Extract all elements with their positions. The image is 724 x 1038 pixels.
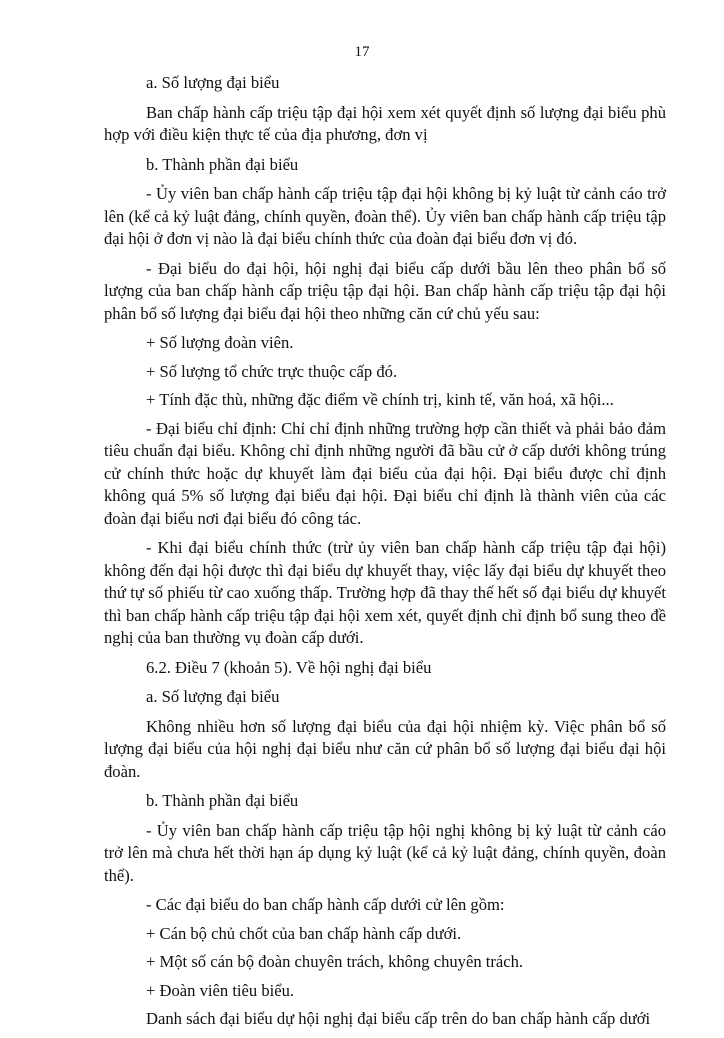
paragraph: Không nhiều hơn số lượng đại biểu của đại hội nhiệm kỳ. Việc phân bổ số lượng đại biểu của hội nghị đại biểu như căn cứ phân bổ số lượng đại biểu đại hội đoàn. [104, 716, 666, 781]
page-number: 17 [354, 44, 370, 60]
paragraph: - Đại biểu do đại hội, hội nghị đại biểu cấp dưới bầu lên theo phân bổ số lượng của ban chấp hành cấp triệu tập đại hội. Ban chấp hành cấp triệu tập đại hội phân bổ số lượng đại biểu đại hội theo những căn cứ chủ yếu sau: [104, 258, 666, 323]
heading-b-composition: b. Thành phần đại biểu [146, 791, 299, 810]
section-heading-6-2: 6.2. Điều 7 (khoản 5). Về hội nghị đại biểu [146, 657, 432, 677]
paragraph: - Các đại biểu do ban chấp hành cấp dưới cử lên gồm: [146, 895, 505, 914]
list-item: + Số lượng tổ chức trực thuộc cấp đó. [146, 361, 398, 381]
paragraph: Danh sách đại biểu dự hội nghị đại biểu cấp trên do ban chấp hành cấp dưới [146, 1009, 651, 1028]
paragraph: - Đại biểu chỉ định: Chỉ chỉ định những trường hợp cần thiết và phải bảo đảm tiêu chuẩn đại biểu. Không chỉ định những người đã bầu cử ở cấp dưới không trúng cử chính thức hoặc dự khuyết làm đại biểu của đại hội. Đại biểu được chỉ định không quá 5% số lượng đại biểu đại hội. Đại biểu chỉ định là thành viên của các đoàn đại biểu nơi đại biểu đó công tác. [104, 418, 666, 528]
list-item: + Cán bộ chủ chốt của ban chấp hành cấp dưới. [146, 923, 462, 943]
heading-b-composition: b. Thành phần đại biểu [146, 154, 299, 174]
list-item: + Một số cán bộ đoàn chuyên trách, không chuyên trách. [146, 952, 524, 971]
page-body [104, 72, 666, 1038]
heading-a-quantity: a. Số lượng đại biểu [146, 73, 280, 92]
paragraph: Ban chấp hành cấp triệu tập đại hội xem xét quyết định số lượng đại biểu phù hợp với điều kiện thực tế của địa phương, đơn vị [104, 102, 666, 144]
paragraph: - Ủy viên ban chấp hành cấp triệu tập hội nghị không bị kỷ luật từ cảnh cáo trở lên mà chưa hết thời hạn áp dụng kỷ luật (kể cả kỷ luật đảng, chính quyền, đoàn thể). [104, 820, 666, 885]
list-item: + Đoàn viên tiêu biểu. [146, 980, 295, 1000]
list-item: + Tính đặc thù, những đặc điểm về chính trị, kinh tế, văn hoá, xã hội... [146, 390, 614, 409]
list-item: + Số lượng đoàn viên. [146, 333, 294, 352]
heading-a-quantity: a. Số lượng đại biểu [146, 687, 280, 706]
paragraph: - Khi đại biểu chính thức (trừ ủy viên ban chấp hành cấp triệu tập đại hội) không đến đại hội được thì đại biểu dự khuyết thay, việc lấy đại biểu dự khuyết theo thứ tự số phiếu từ cao xuống thấp. Trường hợp đã thay thế hết số đại biểu dự khuyết thì ban chấp hành cấp triệu tập đại hội xem xét, quyết định chỉ định bổ sung theo đề nghị của ban thường vụ đoàn cấp dưới. [104, 538, 666, 647]
paragraph: - Ủy viên ban chấp hành cấp triệu tập đại hội không bị kỷ luật từ cảnh cáo trở lên (kể cả kỷ luật đảng, chính quyền, đoàn thể). Ủy viên ban chấp hành cấp triệu tập đại hội ở đơn vị nào là đại biểu chính thức của đoàn đại biểu đơn vị đó. [104, 184, 666, 248]
